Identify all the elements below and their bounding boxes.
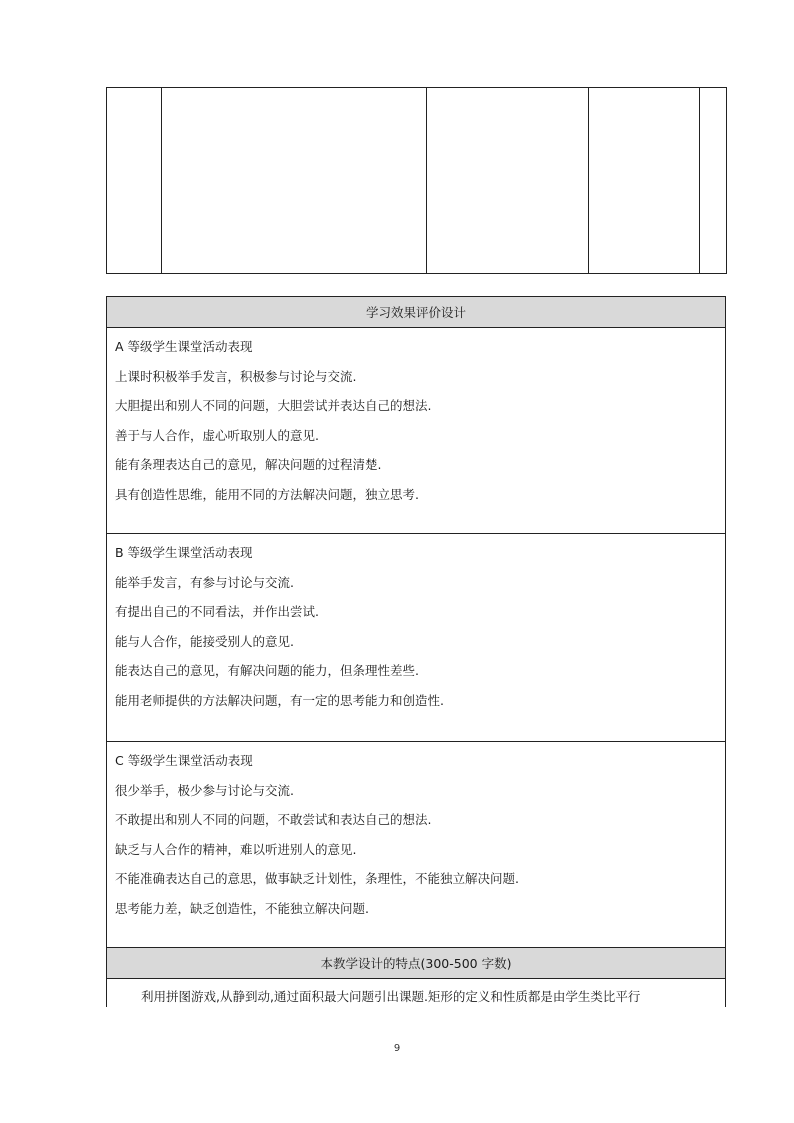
section-a xyxy=(107,332,725,509)
list-item: 很少举手，极少参与讨论与交流. xyxy=(115,782,294,798)
features-title: 本教学设计的特点(300-500 字数) xyxy=(320,956,512,971)
table-column-divider xyxy=(588,88,589,273)
list-item: 缺乏与人合作的精神，难以听进别人的意见. xyxy=(115,841,357,857)
section-heading: A 等级学生课堂活动表现 xyxy=(115,339,253,354)
list-item: 善于与人合作，虚心听取别人的意见. xyxy=(115,427,319,443)
evaluation-title-row xyxy=(107,297,725,327)
list-item: 上课时积极举手发言，积极参与讨论与交流. xyxy=(115,368,357,384)
evaluation-title: 学习效果评价设计 xyxy=(365,305,466,320)
features-title-row xyxy=(107,948,725,978)
list-item: 不能准确表达自己的意思，做事缺乏计划性，条理性，不能独立解决问题. xyxy=(115,871,519,886)
list-item: 思考能力差，缺乏创造性，不能独立解决问题. xyxy=(115,900,369,916)
row-divider xyxy=(107,741,725,742)
table-column-divider xyxy=(699,88,700,273)
list-item: 能表达自己的意见，有解决问题的能力，但条理性差些. xyxy=(115,663,419,678)
list-item: 大胆提出和别人不同的问题，大胆尝试并表达自己的想法. xyxy=(115,398,432,413)
table-column-divider xyxy=(426,88,427,273)
row-divider xyxy=(107,327,725,328)
section-b xyxy=(107,538,725,715)
list-item: 能与人合作，能接受别人的意见. xyxy=(115,633,294,649)
list-item: 有提出自己的不同看法，并作出尝试. xyxy=(115,604,319,619)
list-item: 不敢提出和别人不同的问题，不敢尝试和表达自己的想法. xyxy=(115,812,432,827)
previous-table-continuation xyxy=(106,87,727,274)
section-c xyxy=(107,746,725,923)
row-divider xyxy=(107,533,725,534)
page-number: 9 xyxy=(393,1043,401,1054)
section-heading: C 等级学生课堂活动表现 xyxy=(115,753,253,768)
list-item: 能用老师提供的方法解决问题，有一定的思考能力和创造性. xyxy=(115,692,444,708)
section-heading: B 等级学生课堂活动表现 xyxy=(115,545,253,560)
row-divider xyxy=(107,978,725,979)
list-item: 能有条理表达自己的意见，解决问题的过程清楚. xyxy=(115,457,382,472)
table-column-divider xyxy=(161,88,162,273)
list-item: 能举手发言，有参与讨论与交流. xyxy=(115,574,294,590)
evaluation-table xyxy=(106,296,726,1007)
list-item: 具有创造性思维，能用不同的方法解决问题，独立思考. xyxy=(115,486,419,502)
features-intro: 利用拼图游戏,从静到动,通过面积最大问题引出课题.矩形的定义和性质都是由学生类比平行 xyxy=(141,989,641,1004)
